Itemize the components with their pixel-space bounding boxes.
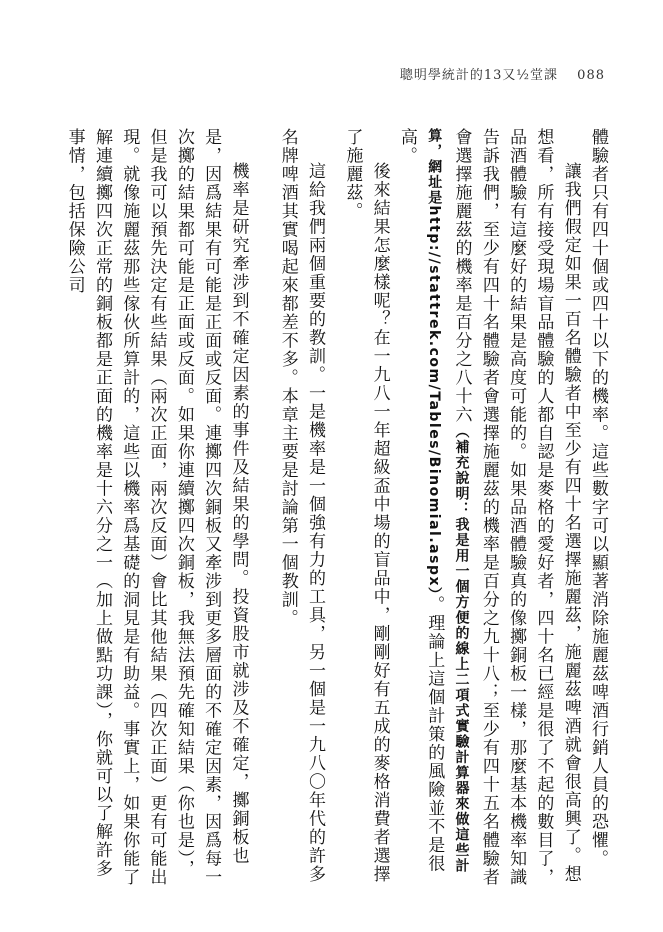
- page-number: 088: [577, 68, 605, 83]
- running-header: [400, 64, 605, 83]
- supplementary-note: （補充說明：我是用一個方便的線上二項式實驗計算器來做這些計算，網址是http://stattrek.com/Tables/Binomial.aspx）: [426, 128, 470, 874]
- paragraph-4: 這給我們兩個重要的教訓。一是機率是一個強有力的工具，另一個是一九八〇年代的許多名牌啤酒其實喝起來都差不多。本章主要是討論第一個教訓。: [277, 128, 326, 884]
- paragraph-2: [393, 128, 584, 888]
- paragraph-1: 體驗者只有四十個或四十以下的機率。這些數字可以顯著消除施麗茲啤酒行銷人員的恐懼。: [588, 128, 608, 868]
- paragraph-2-text: 讓我們假定如果一百名體驗者中至少有四十名選擇施麗茲，施麗茲啤酒就會很高興了。想想看，所有接受現場盲品體驗的人都自認是麥格的愛好者，四十名已經是很了不起的數目了，品酒體驗有這麼好的結果是高度可能的。如果品酒體驗真的像擲銅板一樣，那麼基本機率知識告訴我們，至少有四十名體驗者會選擇施麗茲的機率是百分之九十八；至少有四十五名體驗者會選擇施麗茲的機率是百分之八十六: [451, 128, 581, 887]
- paragraph-5: 機率是研究牽涉到不確定因素的事件及結果的學問。投資股市就涉及不確定，擲銅板也是，因爲結果有可能是正面或反面。連擲四次銅板又牽涉到更多層面的不確定因素，因爲每一次擲的結果都可能是正面或反面。如果你連續擲四次銅板，我無法預先確知結果（你也是），但是我可以預先決定有些結果（兩次正面，兩次反面）會比其他結果（四次正面）更有可能出現。就像施麗茲那些傢伙所算計的，這些以機率爲基礎的洞見是有助益。事實上，如果你能了解連續擲四次正常的銅板都是正面的機率是十六分之一（加上做點功課），你就可以了解許多事情，包括保險公司: [64, 128, 249, 887]
- paragraph-2-end: 。理論上這個計策的風險並不是很高。: [396, 128, 445, 873]
- paragraph-3: 後來結果怎麼樣呢？在一九八一年超級盃中場的盲品中，剛剛好有五成的麥格消費者選擇了施麗茲。: [342, 128, 390, 884]
- vertical-text-block: [55, 128, 611, 888]
- book-title: 聰明學統計的13又½堂課: [399, 68, 559, 83]
